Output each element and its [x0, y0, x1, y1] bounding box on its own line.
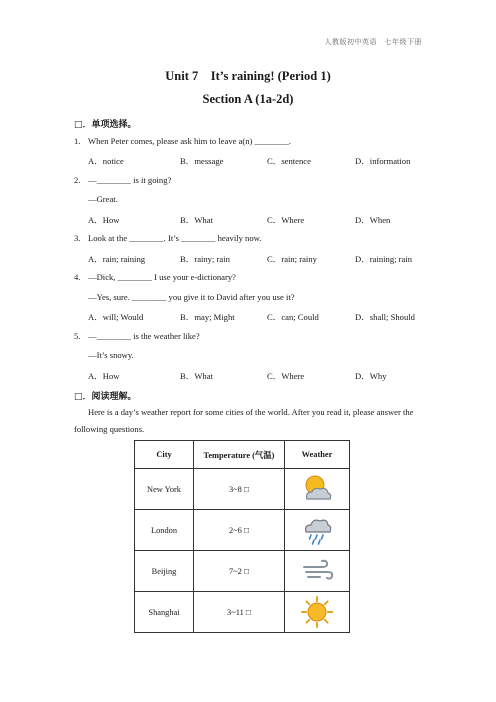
option: B．rainy; rain	[180, 254, 230, 264]
temperature-cell: 2~6 □	[194, 510, 285, 551]
option: D．information	[355, 156, 411, 166]
option: A．How	[88, 215, 120, 225]
partly-cloudy-icon	[300, 472, 334, 506]
sun-icon	[300, 595, 334, 629]
question-number: 5.	[74, 331, 81, 341]
reading-intro: Here is a day’s weather report for some cities of the world. After you read it, please answer the following questions.	[74, 407, 414, 434]
question-text: —Dick, ________ I use your e-dictionary?	[88, 272, 236, 282]
question-text: Look at the ________. It’s ________ heavily now.	[88, 233, 262, 243]
temperature-cell: 7~2 □	[194, 551, 285, 592]
weather-cell	[285, 551, 350, 592]
table-row	[135, 592, 350, 633]
rain-cloud-icon	[300, 513, 334, 547]
question-number: 2.	[74, 175, 81, 185]
table-row	[135, 510, 350, 551]
question-text: When Peter comes, please ask him to leave a(n) ________.	[88, 136, 292, 146]
wind-icon	[300, 554, 334, 588]
option: A．How	[88, 371, 120, 381]
option: D．When	[355, 215, 391, 225]
option: C．Where	[267, 215, 305, 225]
city-cell: London	[135, 510, 194, 551]
question-text: —________ is the weather like?	[88, 331, 200, 341]
page-subtitle: Section A (1a-2d)	[202, 92, 294, 106]
option: D．shall; Should	[355, 312, 415, 322]
header-note: 人教版初中英语 七年级下册	[324, 38, 422, 46]
option: C．sentence	[267, 156, 311, 166]
weather-cell	[285, 510, 350, 551]
option: B．message	[180, 156, 224, 166]
question-number: 3.	[74, 233, 81, 243]
city-cell: Beijing	[135, 551, 194, 592]
option: C．can; Could	[267, 312, 319, 322]
option: A．notice	[88, 156, 124, 166]
question-text: —It’s snowy.	[88, 350, 134, 360]
option: C．Where	[267, 371, 305, 381]
question-line	[74, 272, 236, 282]
option: B．may; Might	[180, 312, 235, 322]
page-title: Unit 7 It’s raining! (Period 1)	[165, 69, 331, 83]
temperature-cell: 3~8 □	[194, 469, 285, 510]
table-row	[135, 551, 350, 592]
question-number: 4.	[74, 272, 81, 282]
option: B．What	[180, 371, 213, 381]
option: D．Why	[355, 371, 387, 381]
city-cell: New York	[135, 469, 194, 510]
option: D．raining; rain	[355, 254, 413, 264]
question-line	[74, 331, 200, 341]
weather-cell	[285, 592, 350, 633]
question-text: —________ is it going?	[88, 175, 172, 185]
option: A．rain; raining	[88, 254, 146, 264]
temperature-cell: 3~11 □	[194, 592, 285, 633]
option: B．What	[180, 215, 213, 225]
table-row	[135, 469, 350, 510]
section-heading-choice: □．单项选择。	[74, 120, 137, 130]
column-header: Weather	[285, 441, 350, 469]
question-text: —Great.	[88, 194, 118, 204]
question-line	[74, 175, 171, 185]
weather-cell	[285, 469, 350, 510]
option: C．rain; rainy	[267, 254, 317, 264]
column-header: Temperature (气温)	[194, 441, 285, 469]
option: A．will; Would	[88, 312, 144, 322]
question-line	[74, 136, 291, 146]
city-cell: Shanghai	[135, 592, 194, 633]
column-header: City	[135, 441, 194, 469]
question-line	[74, 233, 261, 243]
question-number: 1.	[74, 136, 81, 146]
table-header-row	[135, 441, 350, 469]
section-heading-reading: □．阅读理解。	[74, 392, 137, 402]
question-text: —Yes, sure. ________ you give it to David after you use it?	[88, 292, 295, 302]
weather-table	[134, 440, 350, 633]
